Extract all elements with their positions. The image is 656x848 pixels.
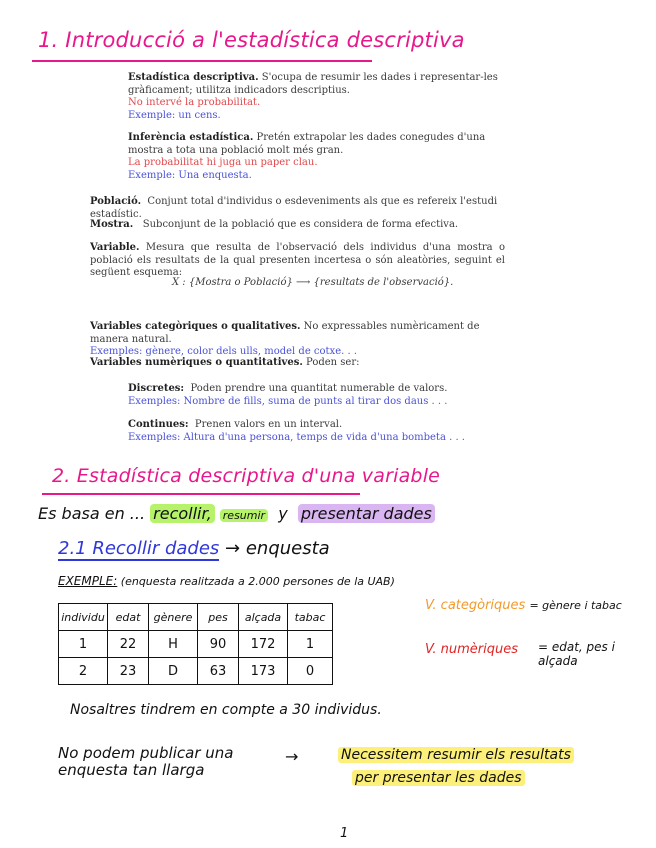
variable-formula: X : {Mostra o Població} ⟶ {resultats de l'observació}. xyxy=(172,277,454,288)
bottom-right-highlight-1: Necessitem resumir els resultats xyxy=(338,747,574,763)
mostra-term: Mostra. xyxy=(90,219,134,230)
table-cell: D xyxy=(149,658,198,685)
stat-inf-text: Pretén extrapolar les dades conegudes d'una mostra a tota una població molt més gran. xyxy=(128,132,486,156)
bottom-right-note-2 xyxy=(352,770,525,786)
section-2-underline xyxy=(42,493,360,495)
discretes-example: Exemples: Nombre de fills, suma de punts al tirar dos daus . . . xyxy=(128,395,448,407)
categoriques-block xyxy=(90,321,510,359)
table-header-cell: gènere xyxy=(149,604,198,631)
stat-desc-term: Estadística descriptiva. xyxy=(128,72,259,83)
table-cell: 1 xyxy=(288,631,333,658)
example-text: (enquesta realitzada a 2.000 persones de la UAB) xyxy=(120,575,395,588)
mostra-block xyxy=(90,219,510,232)
v-numeriques-label: V. numèriques xyxy=(425,642,519,657)
subsection-2-1-title: 2.1 Recollir dades xyxy=(58,538,220,559)
survey-table xyxy=(58,603,333,685)
table-cell: 1 xyxy=(59,631,108,658)
discretes-term: Discretes: xyxy=(128,383,185,394)
bottom-right-note-1 xyxy=(338,747,574,763)
table-header-row xyxy=(59,604,333,631)
table-header-cell: pes xyxy=(198,604,239,631)
bottom-left-note: No podem publicar una enquesta tan llarga xyxy=(58,744,234,779)
variable-block xyxy=(90,242,505,280)
variable-term: Variable. xyxy=(90,242,140,253)
presentar-highlight: presentar dades xyxy=(298,504,435,523)
y-word: y xyxy=(278,504,288,523)
basa-line xyxy=(38,504,435,523)
subsection-2-1 xyxy=(58,538,330,559)
stat-inf-term: Inferència estadística. xyxy=(128,132,254,143)
categoriques-term: Variables categòriques o qualitatives. xyxy=(90,321,301,332)
continues-example: Exemples: Altura d'una persona, temps de vida d'una bombeta . . . xyxy=(128,431,465,443)
variable-text: Mesura que resulta de l'observació dels individus d'una mostra o població els resultats de la qual presenten incertesa o són aleatòries, seguint el següent esquema: xyxy=(90,242,505,278)
numeriques-text: Poden ser: xyxy=(306,357,360,368)
table-row xyxy=(59,631,333,658)
stat-desc-example: Exemple: un cens. xyxy=(128,109,221,121)
numeriques-term: Variables numèriques o quantitatives. xyxy=(90,357,303,368)
subsection-2-1-arrow: → enquesta xyxy=(225,538,330,559)
table-cell: 172 xyxy=(239,631,288,658)
stat-inf-example: Exemple: Una enquesta. xyxy=(128,169,252,181)
numeriques-block xyxy=(90,357,510,370)
table-cell: 0 xyxy=(288,658,333,685)
mostra-text: Subconjunt de la població que es considera de forma efectiva. xyxy=(142,219,459,230)
stat-desc-block xyxy=(128,72,498,122)
v-numeriques-note xyxy=(425,642,518,657)
continues-text: Prenen valors en un interval. xyxy=(194,419,343,430)
table-cell: 22 xyxy=(108,631,149,658)
poblacio-block xyxy=(90,196,510,221)
bottom-arrow: → xyxy=(285,747,299,766)
table-header-cell: edat xyxy=(108,604,149,631)
page-number: 1 xyxy=(340,826,349,841)
stat-inf-note: La probabilitat hi juga un paper clau. xyxy=(128,157,318,168)
discretes-text: Poden prendre una quantitat numerable de valors. xyxy=(190,383,448,394)
table-header-cell: alçada xyxy=(239,604,288,631)
table-cell: H xyxy=(149,631,198,658)
table-cell: 173 xyxy=(239,658,288,685)
poblacio-text: Conjunt total d'individus o esdeveniments als que es refereix l'estudi estadístic. xyxy=(90,196,498,220)
v-categoriques-value: = gènere i tabac xyxy=(529,599,622,612)
poblacio-term: Població. xyxy=(90,196,142,207)
resumir-highlight: resumir xyxy=(220,509,268,522)
stat-desc-note: No intervé la probabilitat. xyxy=(128,97,261,108)
section-2-heading: 2. Estadística descriptiva d'una variable xyxy=(52,465,441,487)
categoriques-example: Exemples: gènere, color dels ulls, model de cotxe. . . xyxy=(90,346,358,357)
section-1-underline xyxy=(32,60,372,62)
stat-inf-block xyxy=(128,132,498,182)
v-categoriques-label: V. categòriques xyxy=(425,598,526,613)
example-label: EXEMPLE: xyxy=(58,574,118,588)
table-header-cell: individu xyxy=(59,604,108,631)
example-line xyxy=(58,574,395,588)
table-cell: 23 xyxy=(108,658,149,685)
table-header-cell: tabac xyxy=(288,604,333,631)
recollir-highlight: recollir, xyxy=(150,504,215,523)
table-cell: 90 xyxy=(198,631,239,658)
v-categoriques-note xyxy=(425,598,622,613)
categoriques-text: No expressables numèricament de manera natural. xyxy=(90,321,480,345)
continues-block xyxy=(128,419,508,444)
basa-prefix: Es basa en ... xyxy=(38,504,146,523)
table-cell: 2 xyxy=(59,658,108,685)
stat-desc-text: S'ocupa de resumir les dades i representar-les gràficament; utilitza indicadors descriptius. xyxy=(128,72,498,96)
note-30: Nosaltres tindrem en compte a 30 individus. xyxy=(70,702,382,718)
bottom-right-highlight-2: per presentar les dades xyxy=(352,770,525,786)
section-1-heading: 1. Introducció a l'estadística descriptiva xyxy=(38,28,465,52)
discretes-block xyxy=(128,383,508,408)
continues-term: Continues: xyxy=(128,419,189,430)
table-row xyxy=(59,658,333,685)
v-numeriques-value: = edat, pes i alçada xyxy=(538,640,615,668)
table-cell: 63 xyxy=(198,658,239,685)
